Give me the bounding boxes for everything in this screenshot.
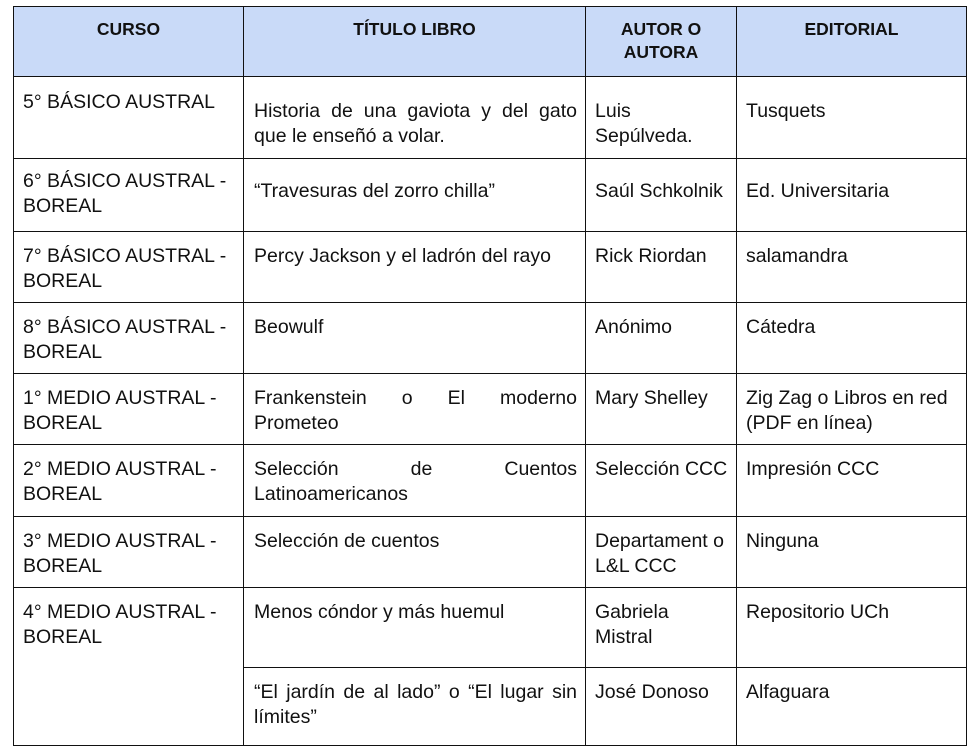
cell-editorial: Impresión CCC <box>737 445 967 516</box>
cell-curso: 8° BÁSICO AUSTRAL - BOREAL <box>14 303 244 374</box>
table-row <box>14 159 967 232</box>
header-autor: AUTOR O AUTORA <box>586 7 737 77</box>
cell-curso: 2° MEDIO AUSTRAL -BOREAL <box>14 445 244 516</box>
cell-curso: 6° BÁSICO AUSTRAL - BOREAL <box>14 159 244 232</box>
cell-titulo: Selección de cuentos <box>244 516 586 587</box>
table-row <box>14 232 967 303</box>
cell-editorial: Alfaguara <box>737 667 967 745</box>
cell-titulo: Beowulf <box>244 303 586 374</box>
cell-titulo: Historia de una gaviota y del gato que le enseñó a volar. <box>244 77 586 159</box>
cell-titulo: Menos cóndor y más huemul <box>244 587 586 667</box>
cell-titulo: Frankenstein o El moderno Prometeo <box>244 374 586 445</box>
cell-autor: Selección CCC <box>586 445 737 516</box>
cell-editorial: Repositorio UCh <box>737 587 967 667</box>
cell-editorial: Cátedra <box>737 303 967 374</box>
table-row <box>14 77 967 159</box>
header-curso: CURSO <box>14 7 244 77</box>
table-header-row <box>14 7 967 77</box>
cell-editorial: salamandra <box>737 232 967 303</box>
table-row <box>14 303 967 374</box>
header-editorial: EDITORIAL <box>737 7 967 77</box>
cell-curso: 4° MEDIO AUSTRAL - BOREAL <box>14 587 244 745</box>
cell-titulo: Selección de Cuentos Latinoamericanos <box>244 445 586 516</box>
cell-titulo: Percy Jackson y el ladrón del rayo <box>244 232 586 303</box>
cell-autor: Anónimo <box>586 303 737 374</box>
cell-editorial: Zig Zag o Libros en red (PDF en línea) <box>737 374 967 445</box>
cell-autor: José Donoso <box>586 667 737 745</box>
cell-autor: Mary Shelley <box>586 374 737 445</box>
table-row <box>14 374 967 445</box>
cell-autor: Luis Sepúlveda. <box>586 77 737 159</box>
cell-autor: Departament o L&L CCC <box>586 516 737 587</box>
cell-editorial: Ninguna <box>737 516 967 587</box>
header-titulo: TÍTULO LIBRO <box>244 7 586 77</box>
cell-editorial: Tusquets <box>737 77 967 159</box>
cell-curso: 1° MEDIO AUSTRAL - BOREAL <box>14 374 244 445</box>
cell-titulo: “El jardín de al lado” o “El lugar sin límites” <box>244 667 586 745</box>
cell-autor: Gabriela Mistral <box>586 587 737 667</box>
cell-curso: 7° BÁSICO AUSTRAL - BOREAL <box>14 232 244 303</box>
table-row <box>14 587 967 667</box>
table-row <box>14 445 967 516</box>
cell-curso: 3° MEDIO AUSTRAL - BOREAL <box>14 516 244 587</box>
cell-curso: 5° BÁSICO AUSTRAL <box>14 77 244 159</box>
table-row <box>14 516 967 587</box>
cell-titulo: “Travesuras del zorro chilla” <box>244 159 586 232</box>
cell-editorial: Ed. Universitaria <box>737 159 967 232</box>
book-list-table <box>13 6 967 746</box>
cell-autor: Rick Riordan <box>586 232 737 303</box>
cell-autor: Saúl Schkolnik <box>586 159 737 232</box>
